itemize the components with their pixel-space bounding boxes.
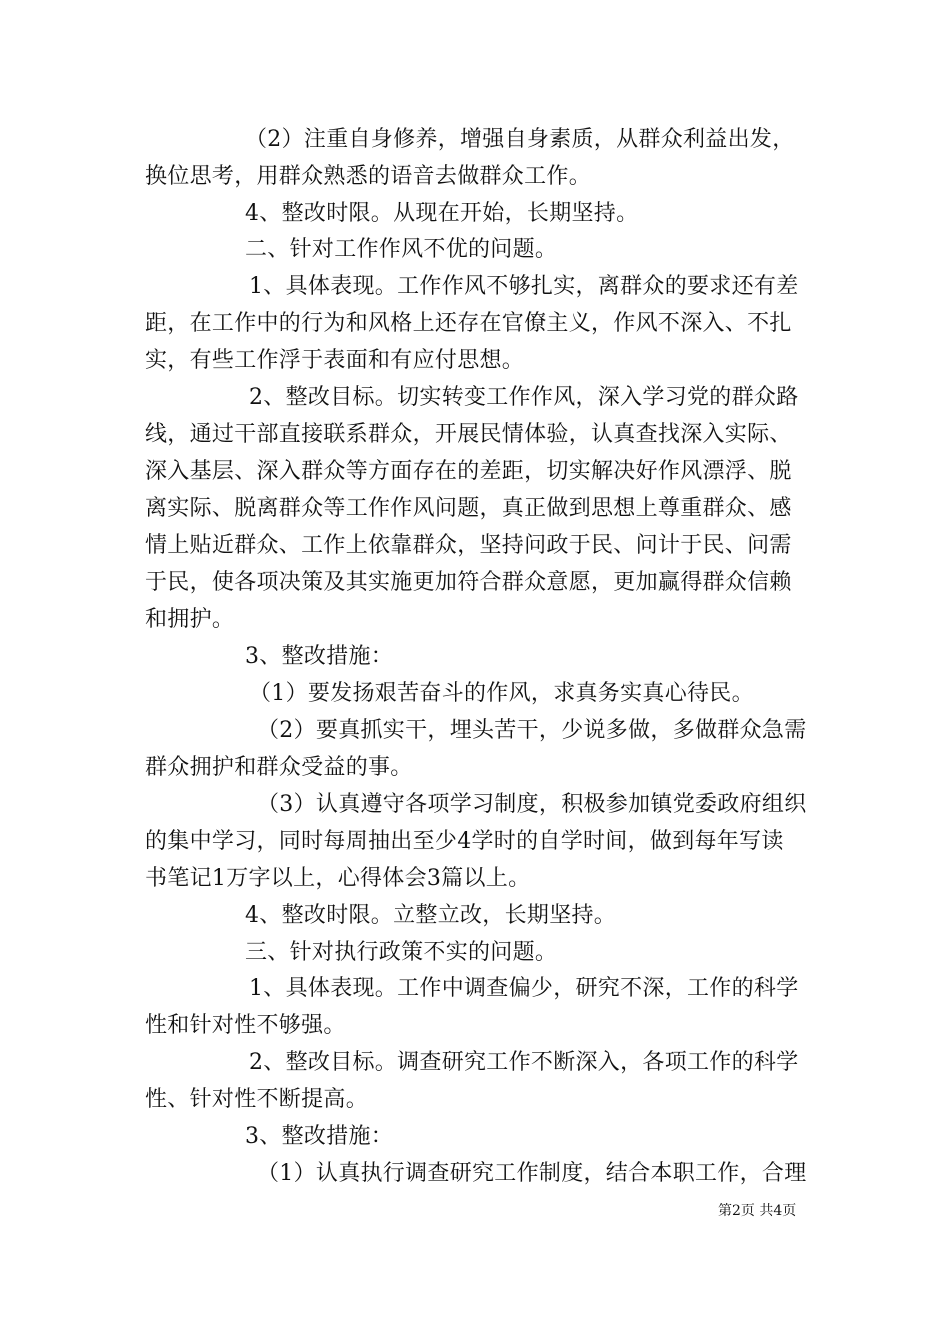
page-number-footer: 第2页 共4页 bbox=[718, 1203, 797, 1219]
paragraph-line: 4、整改时限。立整立改，长期坚持。 bbox=[245, 903, 617, 928]
paragraph-line: 2、整改目标。调查研究工作不断深入，各项工作的科学 bbox=[249, 1050, 799, 1075]
paragraph-line: 1、具体表现。工作中调查偏少，研究不深，工作的科学 bbox=[249, 976, 799, 1001]
paragraph-line: 深入基层、深入群众等方面存在的差距，切实解决好作风漂浮、脱 bbox=[145, 459, 792, 484]
paragraph-line: 群众拥护和群众受益的事。 bbox=[145, 755, 413, 780]
paragraph-line: 和拥护。 bbox=[145, 607, 235, 632]
paragraph-line: 2、整改目标。切实转变工作作风，深入学习党的群众路 bbox=[249, 385, 799, 410]
paragraph-line: 距，在工作中的行为和风格上还存在官僚主义，作风不深入、不扎 bbox=[145, 311, 792, 336]
paragraph-line: 换位思考，用群众熟悉的语音去做群众工作。 bbox=[145, 164, 592, 189]
paragraph-line: 书笔记1万字以上，心得体会3篇以上。 bbox=[145, 866, 531, 891]
paragraph-line: （2）注重自身修养，增强自身素质，从群众利益出发， bbox=[245, 127, 795, 152]
paragraph-line: 1、具体表现。工作作风不够扎实，离群众的要求还有差 bbox=[249, 274, 799, 299]
paragraph-line: （1）认真执行调查研究工作制度，结合本职工作，合理 bbox=[257, 1161, 807, 1186]
paragraph-line: （2）要真抓实干，埋头苦干，少说多做，多做群众急需 bbox=[257, 718, 807, 743]
paragraph-line: 性、针对性不断提高。 bbox=[145, 1087, 369, 1112]
paragraph-line: 的集中学习，同时每周抽出至少4学时的自学时间，做到每年写读 bbox=[145, 829, 784, 854]
paragraph-line: 性和针对性不够强。 bbox=[145, 1013, 346, 1038]
paragraph-line: 于民，使各项决策及其实施更加符合群众意愿，更加赢得群众信赖 bbox=[145, 570, 792, 595]
section-heading: 二、针对工作作风不优的问题。 bbox=[245, 237, 558, 262]
paragraph-line: 3、整改措施： bbox=[245, 644, 394, 669]
paragraph-line: （1）要发扬艰苦奋斗的作风，求真务实真心待民。 bbox=[249, 681, 754, 706]
section-heading: 三、针对执行政策不实的问题。 bbox=[245, 940, 558, 965]
paragraph-line: 实，有些工作浮于表面和有应付思想。 bbox=[145, 348, 525, 373]
paragraph-line: 4、整改时限。从现在开始，长期坚持。 bbox=[245, 201, 639, 226]
paragraph-line: （3）认真遵守各项学习制度，积极参加镇党委政府组织 bbox=[257, 792, 807, 817]
paragraph-line: 离实际、脱离群众等工作作风问题，真正做到思想上尊重群众、感 bbox=[145, 496, 792, 521]
paragraph-line: 情上贴近群众、工作上依靠群众，坚持问政于民、问计于民、问需 bbox=[145, 533, 792, 558]
paragraph-line: 线，通过干部直接联系群众，开展民情体验，认真查找深入实际、 bbox=[145, 422, 792, 447]
paragraph-line: 3、整改措施： bbox=[245, 1124, 394, 1149]
